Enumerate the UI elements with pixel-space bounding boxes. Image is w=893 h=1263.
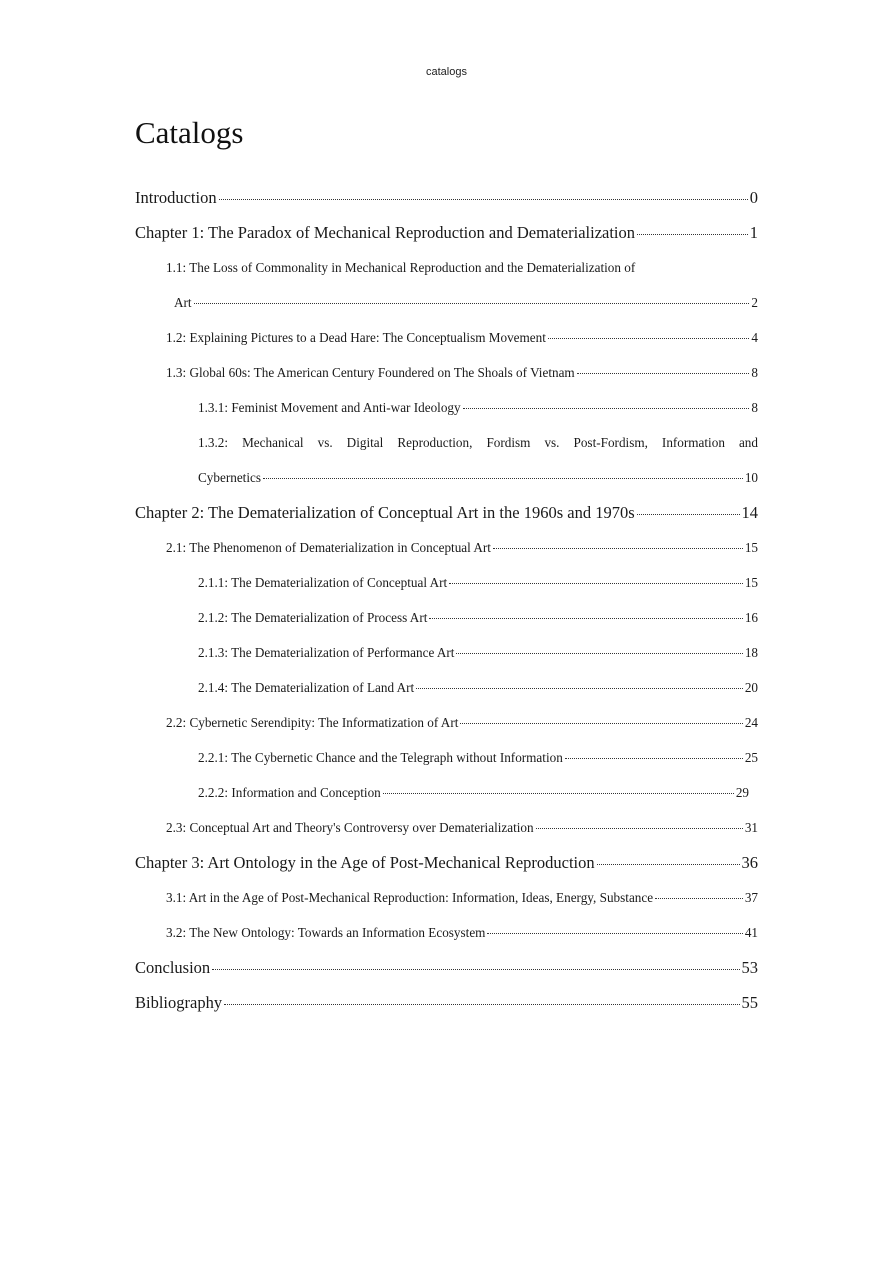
toc-entry-title: Conclusion (135, 957, 211, 977)
toc-entry-title: 2.2: Cybernetic Serendipity: The Informatization of Art (166, 714, 459, 730)
dot-leader (194, 303, 750, 304)
toc-entry-2-1-1[interactable] (0, 565, 893, 600)
toc-entry-introduction[interactable] (0, 180, 893, 215)
toc-entry-2-2[interactable] (0, 705, 893, 740)
toc-entry-title: 2.3: Conceptual Art and Theory's Controversy over Dematerialization (166, 819, 534, 835)
toc-entry-2-2-2[interactable] (0, 775, 893, 810)
toc-entry-title: 2.1.3: The Dematerialization of Performance Art (198, 644, 455, 660)
toc-entry-title: 2.2.2: Information and Conception (198, 784, 381, 800)
dot-leader (637, 234, 748, 235)
running-header: catalogs (426, 66, 467, 78)
toc-entry-title-continuation: Cybernetics (198, 469, 261, 485)
toc-entry-title: 1.3.1: Feminist Movement and Anti-war Ideology (198, 399, 461, 415)
toc-entry-title: 2.1: The Phenomenon of Dematerialization in Conceptual Art (166, 539, 491, 555)
toc-entry-1-2[interactable] (0, 320, 893, 355)
toc-entry-title: 1.3: Global 60s: The American Century Foundered on The Shoals of Vietnam (166, 364, 575, 380)
toc-entry-title: 2.1.1: The Dematerialization of Conceptual Art (198, 574, 448, 590)
toc-page-number: 8 (751, 364, 758, 380)
toc-entry-title: 1.1: The Loss of Commonality in Mechanical Reproduction and the Dematerialization of (166, 259, 636, 275)
toc-page-number: 4 (751, 329, 758, 345)
toc-entry-3-1[interactable] (0, 880, 893, 915)
toc-entry-chapter-3[interactable] (0, 845, 893, 880)
toc-entry-title: 2.1.2: The Dematerialization of Process Art (198, 609, 428, 625)
toc-entry-1-3-2-line2[interactable] (0, 460, 893, 495)
toc-entry-title: Introduction (135, 187, 217, 207)
dot-leader (637, 514, 740, 515)
toc-page-number: 16 (744, 609, 758, 625)
toc-entry-2-1-2[interactable] (0, 600, 893, 635)
dot-leader (536, 828, 743, 829)
dot-leader (449, 583, 743, 584)
toc-entry-2-2-1[interactable] (0, 740, 893, 775)
dot-leader (577, 373, 750, 374)
dot-leader (212, 969, 739, 970)
toc-entry-2-1-3[interactable] (0, 635, 893, 670)
toc-page-number: 1 (749, 222, 758, 242)
toc-page-number: 24 (744, 714, 758, 730)
toc-entry-title: Chapter 1: The Paradox of Mechanical Reproduction and Dematerialization (135, 222, 636, 242)
toc-page-number: 2 (751, 294, 758, 310)
dot-leader (463, 408, 750, 409)
toc-entry-chapter-2[interactable] (0, 495, 893, 530)
table-of-contents (0, 180, 893, 1020)
dot-leader (655, 898, 743, 899)
toc-entry-1-1-line2[interactable] (0, 285, 893, 320)
dot-leader (416, 688, 743, 689)
toc-page-number: 37 (744, 889, 758, 905)
toc-entry-conclusion[interactable] (0, 950, 893, 985)
toc-page-number: 0 (749, 187, 758, 207)
toc-page-number: 25 (744, 749, 758, 765)
dot-leader (224, 1004, 739, 1005)
toc-page-number: 53 (741, 957, 758, 977)
toc-page-number: 36 (741, 852, 758, 872)
toc-page-number: 29 (735, 784, 749, 800)
toc-entry-1-3-2-line1[interactable] (0, 425, 893, 460)
toc-entry-title: 1.2: Explaining Pictures to a Dead Hare: The Conceptualism Movement (166, 329, 546, 345)
page-title: Catalogs (135, 115, 244, 150)
dot-leader (383, 793, 734, 794)
dot-leader (263, 478, 743, 479)
toc-entry-2-1[interactable] (0, 530, 893, 565)
toc-entry-3-2[interactable] (0, 915, 893, 950)
toc-entry-title: 3.1: Art in the Age of Post-Mechanical Reproduction: Information, Ideas, Energy, Substance (166, 889, 654, 905)
dot-leader (456, 653, 742, 654)
toc-page-number: 15 (744, 574, 758, 590)
dot-leader (565, 758, 743, 759)
toc-entry-title: 3.2: The New Ontology: Towards an Information Ecosystem (166, 924, 486, 940)
dot-leader (460, 723, 742, 724)
dot-leader (487, 933, 742, 934)
toc-entry-2-1-4[interactable] (0, 670, 893, 705)
toc-page-number: 14 (741, 502, 758, 522)
toc-entry-chapter-1[interactable] (0, 215, 893, 250)
dot-leader (429, 618, 742, 619)
toc-entry-1-1-line1[interactable] (0, 250, 893, 285)
toc-entry-title-continuation: Art (174, 294, 192, 310)
toc-entry-title: 2.1.4: The Dematerialization of Land Art (198, 679, 415, 695)
toc-entry-title: 1.3.2: Mechanical vs. Digital Reproduction, Fordism vs. Post-Fordism, Information and (198, 434, 758, 450)
toc-entry-title: 2.2.1: The Cybernetic Chance and the Telegraph without Information (198, 749, 563, 765)
toc-page-number: 18 (744, 644, 758, 660)
toc-page-number: 10 (744, 469, 758, 485)
toc-page-number: 15 (744, 539, 758, 555)
toc-page-number: 31 (744, 819, 758, 835)
dot-leader (219, 199, 748, 200)
toc-page-number: 55 (741, 992, 758, 1012)
dot-leader (548, 338, 749, 339)
toc-entry-bibliography[interactable] (0, 985, 893, 1020)
toc-entry-title: Chapter 3: Art Ontology in the Age of Post-Mechanical Reproduction (135, 852, 595, 872)
toc-entry-1-3[interactable] (0, 355, 893, 390)
toc-entry-title: Bibliography (135, 992, 223, 1012)
toc-page-number: 41 (744, 924, 758, 940)
dot-leader (493, 548, 743, 549)
toc-entry-title: Chapter 2: The Dematerialization of Conceptual Art in the 1960s and 1970s (135, 502, 635, 522)
toc-page-number: 8 (751, 399, 758, 415)
toc-entry-1-3-1[interactable] (0, 390, 893, 425)
dot-leader (597, 864, 740, 865)
toc-entry-2-3[interactable] (0, 810, 893, 845)
toc-page-number: 20 (744, 679, 758, 695)
